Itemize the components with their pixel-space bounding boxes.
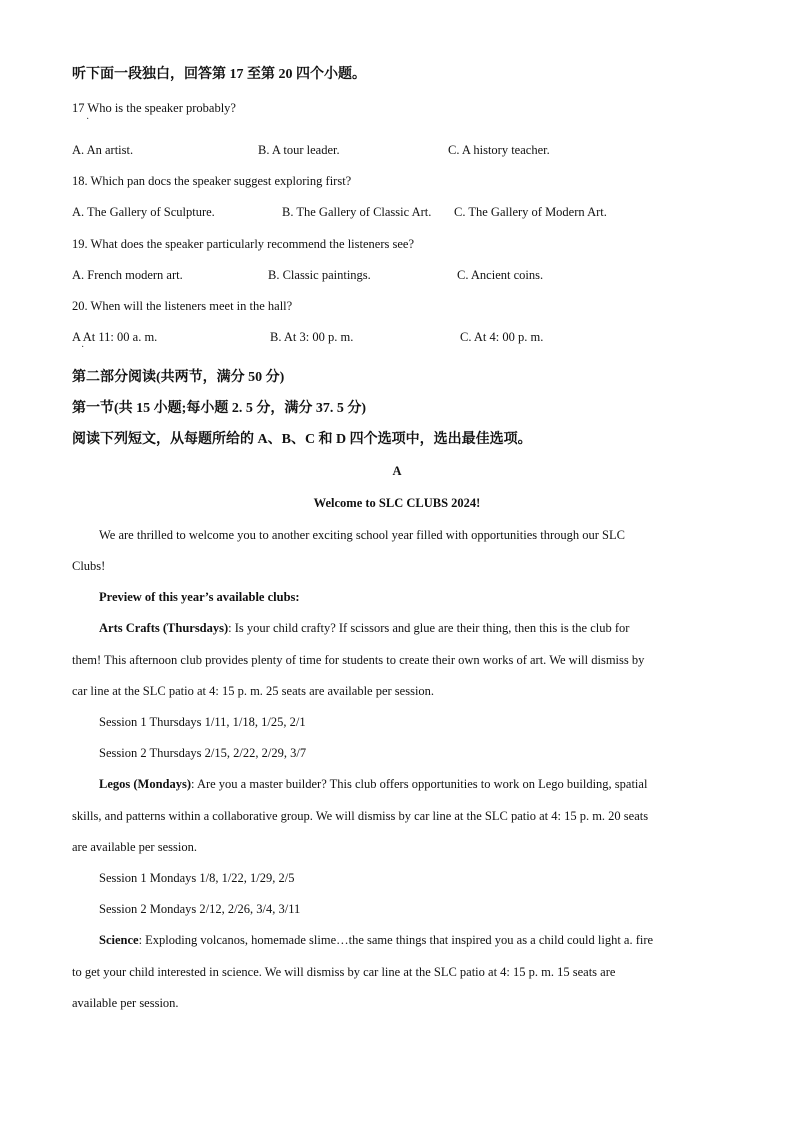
- question-19-option-c: C. Ancient coins.: [457, 268, 544, 282]
- arts-crafts-line-3: car line at the SLC patio at 4: 15 p. m. 25 seats are available per session.: [72, 684, 435, 698]
- question-17-option-a: A. An artist.: [72, 143, 134, 157]
- part-two-heading: 第二部分阅读(共两节，满分 50 分): [72, 370, 285, 385]
- passage-title: Welcome to SLC CLUBS 2024!: [313, 496, 481, 510]
- question-18-option-b: B. The Gallery of Classic Art.: [282, 205, 432, 219]
- legos-session-1: Session 1 Mondays 1/8, 1/22, 1/29, 2/5: [99, 871, 295, 885]
- science-text: : Exploding volcanos, homemade slime…the same things that inspired you as a child could light a. fire: [138, 933, 654, 947]
- arts-crafts-line-2: them! This afternoon club provides plenty of time for students to create their own works of art. We will dismiss by: [72, 653, 645, 667]
- question-17-stem: 17 Who is the speaker probably?: [72, 101, 236, 115]
- legos-line-3: are available per session.: [72, 840, 197, 854]
- preview-heading: Preview of this year’s available clubs:: [99, 590, 300, 604]
- science-line-2: to get your child interested in science. We will dismiss by car line at the SLC patio at 4: 15 p. m. 15 seats are: [72, 965, 616, 979]
- question-20-stem: 20. When will the listeners meet in the hall?: [72, 299, 293, 313]
- question-18-option-c: C. The Gallery of Modern Art.: [454, 205, 607, 219]
- legos-line-2: skills, and patterns within a collaborative group. We will dismiss by car line at the SLC patio at 4: 15 p. m. 20 seats: [72, 809, 649, 823]
- arts-crafts-session-1: Session 1 Thursdays 1/11, 1/18, 1/25, 2/1: [99, 715, 306, 729]
- passage-letter: A: [392, 464, 402, 478]
- section-one-heading: 第一节(共 15 小题;每小题 2. 5 分，满分 37. 5 分): [72, 401, 366, 416]
- question-20-option-c: C. At 4: 00 p. m.: [460, 330, 544, 344]
- science-line-1: [99, 932, 653, 948]
- question-20-option-b: B. At 3: 00 p. m.: [270, 330, 354, 344]
- stray-dot: ·: [86, 114, 90, 125]
- intro-line-1: We are thrilled to welcome you to another exciting school year filled with opportunities through our SLC: [99, 528, 625, 542]
- stray-dot: ·: [81, 342, 85, 353]
- intro-line-2: Clubs!: [72, 559, 106, 573]
- question-19-option-a: A. French modern art.: [72, 268, 183, 282]
- question-19-stem: 19. What does the speaker particularly recommend the listeners see?: [72, 237, 414, 251]
- question-18-option-a: A. The Gallery of Sculpture.: [72, 205, 215, 219]
- question-20-option-a: A At 11: 00 a. m.: [72, 330, 158, 344]
- question-17-option-b: B. A tour leader.: [258, 143, 340, 157]
- science-line-3: available per session.: [72, 996, 179, 1010]
- question-19-option-b: B. Classic paintings.: [268, 268, 371, 282]
- question-17-option-c: C. A history teacher.: [448, 143, 550, 157]
- arts-crafts-session-2: Session 2 Thursdays 2/15, 2/22, 2/29, 3/7: [99, 746, 307, 760]
- legos-session-2: Session 2 Mondays 2/12, 2/26, 3/4, 3/11: [99, 902, 301, 916]
- arts-crafts-text: : Is your child crafty? If scissors and glue are their thing, then this is the club for: [228, 621, 630, 635]
- legos-text: : Are you a master builder? This club offers opportunities to work on Lego building, spatial: [191, 777, 648, 791]
- question-18-stem: 18. Which pan docs the speaker suggest exploring first?: [72, 174, 352, 188]
- science-name: Science: [99, 933, 139, 947]
- legos-name: Legos (Mondays): [99, 777, 192, 791]
- reading-instruction: 阅读下列短文，从每题所给的 A、B、C 和 D 四个选项中，选出最佳选项。: [72, 432, 532, 447]
- legos-line-1: [99, 776, 647, 792]
- arts-crafts-name: Arts Crafts (Thursdays): [99, 621, 229, 635]
- arts-crafts-line-1: [99, 620, 629, 636]
- listening-heading: 听下面一段独白，回答第 17 至第 20 四个小题。: [72, 67, 366, 82]
